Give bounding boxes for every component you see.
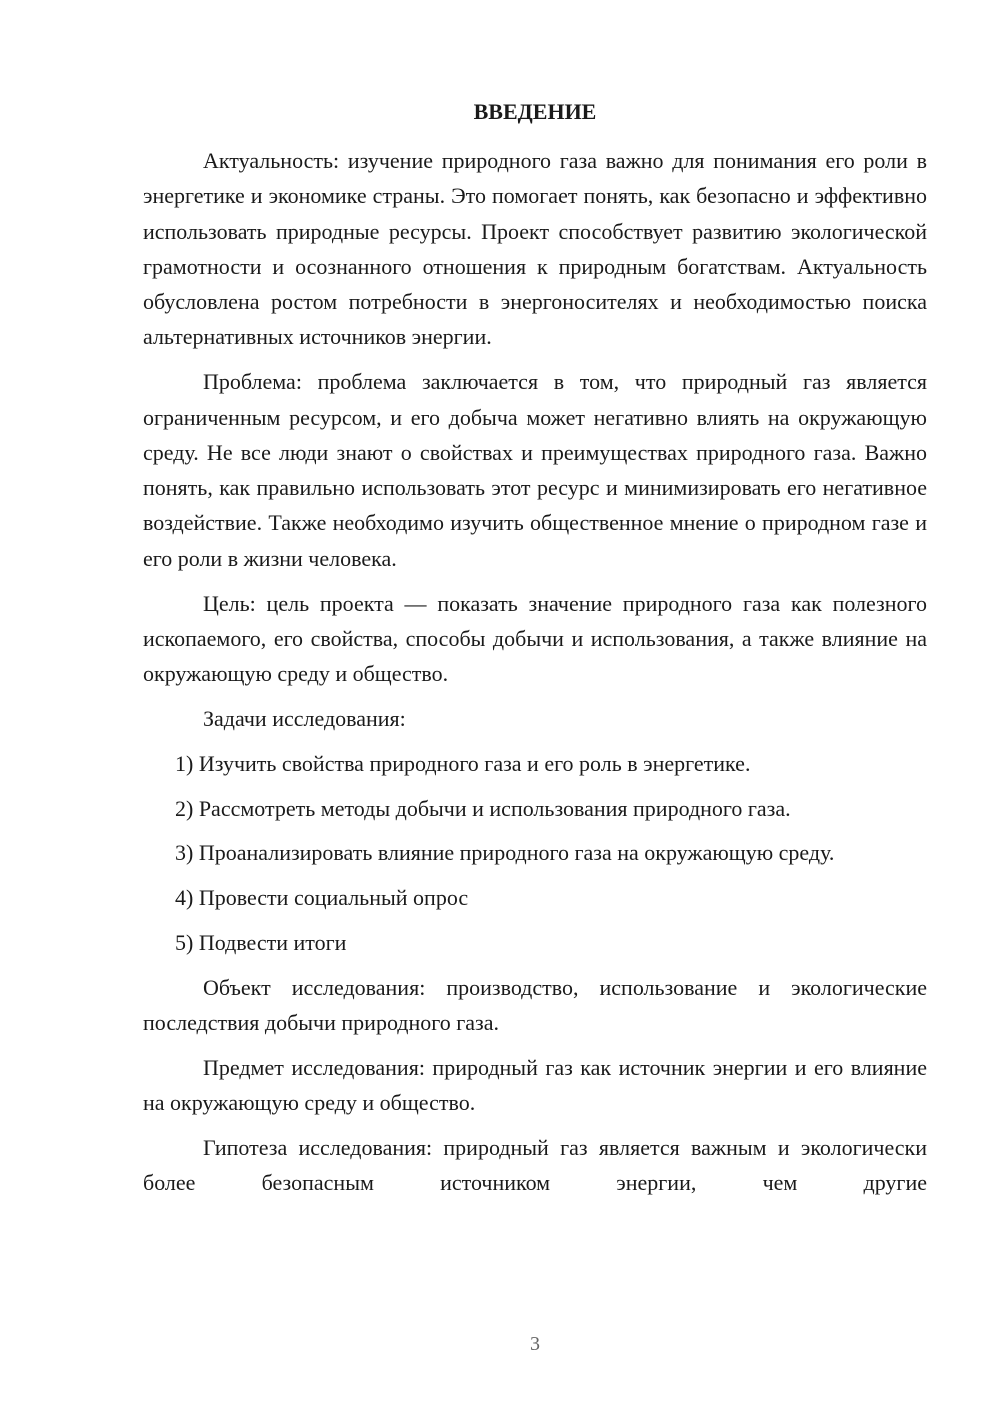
task-item-3: 3) Проанализировать влияние природного газа на окружающую среду. <box>175 840 835 866</box>
task-item-5: 5) Подвести итоги <box>175 929 347 955</box>
page-number: 3 <box>530 1333 540 1355</box>
section-heading: ВВЕДЕНИЕ <box>473 99 597 124</box>
paragraph-relevance: Актуальность: изучение природного газа важно для понимания его роли в энергетике и экономике страны. Это помогает понять, как безопасно и эффективно использовать природные ресурсы. Проект способствует развитию экологической грамотности и осознанного отношения к природным богатствам. Актуальность обусловлена ростом потребности в энергоносителях и необходимостью поиска альтернативных источников энергии. <box>143 148 927 350</box>
task-item-1: 1) Изучить свойства природного газа и его роль в энергетике. <box>175 750 751 776</box>
paragraph-problem: Проблема: проблема заключается в том, что природный газ является ограниченным ресурсом, и его добыча может негативно влиять на окружающую среду. Не все люди знают о свойствах и преимуществах природного газа. Важно понять, как правильно использовать этот ресурс и минимизировать его негативное воздействие. Также необходимо изучить общественное мнение о природном газе и его роли в жизни человека. <box>143 369 927 571</box>
task-item-4: 4) Провести социальный опрос <box>175 885 469 911</box>
document-body <box>143 143 927 1201</box>
paragraph-goal: Цель: цель проекта — показать значение природного газа как полезного ископаемого, его свойства, способы добычи и использования, а также влияние на окружающую среду и общество. <box>143 590 927 687</box>
paragraph-hypothesis: Гипотеза исследования: природный газ является важным и экологически более безопасным источником энергии, чем другие <box>143 1134 927 1196</box>
paragraph-tasks-title: Задачи исследования: <box>203 705 406 731</box>
paragraph-subject: Предмет исследования: природный газ как источник энергии и его влияние на окружающую среду и общество. <box>143 1054 927 1116</box>
task-item-2: 2) Рассмотреть методы добычи и использования природного газа. <box>175 795 791 821</box>
paragraph-object: Объект исследования: производство, использование и экологические последствия добычи природного газа. <box>143 974 927 1036</box>
